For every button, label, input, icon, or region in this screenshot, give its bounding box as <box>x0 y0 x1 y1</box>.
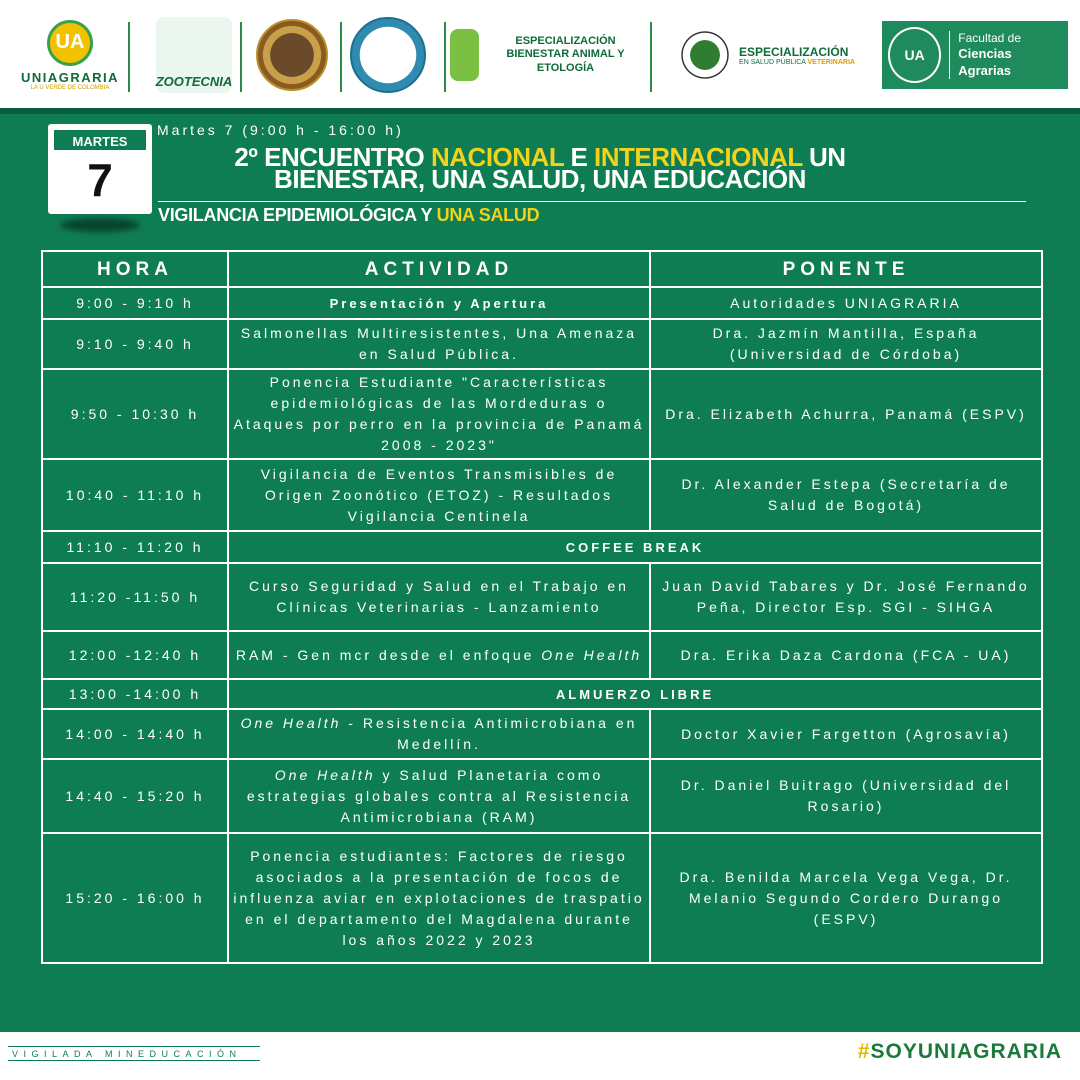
ponente-cell: Dr. Daniel Buitrago (Universidad del Rosario) <box>650 759 1042 833</box>
actividad-cell: Curso Seguridad y Salud en el Trabajo en Clínicas Veterinarias - Lanzamiento <box>228 563 650 631</box>
divider <box>340 22 342 92</box>
actividad-cell: Ponencia estudiantes: Factores de riesgo asociados a la presentación de focos de influenza aviar en explotaciones de traspatio en el departamento del Magdalena durante los años 2022 y 2023 <box>228 833 650 963</box>
table-row <box>42 631 1042 679</box>
hora-cell: 15:20 - 16:00 h <box>42 833 228 963</box>
espec-salud-title: ESPECIALIZACIÓN <box>739 44 849 59</box>
divider <box>128 22 130 92</box>
actividad-text: RAM - Gen mcr desde el enfoque <box>235 646 542 663</box>
table-row <box>42 833 1042 963</box>
animals-icon <box>450 29 479 81</box>
calendar-day: 7 <box>87 154 113 206</box>
uniagraria-tagline: LA U VERDE DE COLOMBIA <box>30 84 110 91</box>
zootecnia-logo <box>154 14 234 96</box>
subtitle-highlight: UNA SALUD <box>436 205 540 225</box>
fca-seal: UA <box>888 27 941 83</box>
subtitle-part: VIGILANCIA EPIDEMIOLÓGICA Y <box>158 205 437 225</box>
table-row <box>42 563 1042 631</box>
actividad-text: y Salud Planetaria como estrategias globales contra al Resistencia Antimicrobiana (RAM) <box>246 766 632 825</box>
calendar-weekday: MARTES <box>52 128 148 152</box>
hora-cell: 11:10 - 11:20 h <box>42 531 228 563</box>
hora-cell: 11:20 -11:50 h <box>42 563 228 631</box>
table-row <box>42 369 1042 459</box>
table-row-break <box>42 531 1042 563</box>
ponente-cell: Juan David Tabares y Dr. José Fernando Peña, Director Esp. SGI - SIHGA <box>650 563 1042 631</box>
ponente-cell: Dra. Erika Daza Cardona (FCA - UA) <box>650 631 1042 679</box>
event-subtitle <box>158 205 539 226</box>
divider <box>650 22 652 92</box>
divider <box>240 22 242 92</box>
title-rule <box>158 201 1026 202</box>
espec-bienestar-logo <box>450 14 644 96</box>
ponente-cell: Dra. Benilda Marcela Vega Vega, Dr. Melanio Segundo Cordero Durango (ESPV) <box>650 833 1042 963</box>
date-line: Martes 7 (9:00 h - 16:00 h) <box>157 122 404 138</box>
ponente-cell: Dr. Alexander Estepa (Secretaría de Salud de Bogotá) <box>650 459 1042 531</box>
almuerzo-cell: ALMUERZO LIBRE <box>228 679 1042 709</box>
header-actividad: ACTIVIDAD <box>228 251 650 287</box>
one-health-text: One Health <box>541 646 643 663</box>
hora-cell: 10:40 - 11:10 h <box>42 459 228 531</box>
hashtag-symbol: # <box>857 1040 871 1063</box>
hora-cell: 12:00 -12:40 h <box>42 631 228 679</box>
event-title <box>160 142 920 194</box>
title-highlight: NACIONAL <box>431 142 564 172</box>
calendar-badge <box>48 124 152 214</box>
actividad-cell <box>228 759 650 833</box>
one-health-text: One Health <box>240 715 342 731</box>
title-highlight: INTERNACIONAL <box>594 142 803 172</box>
vigilada-mineducacion: VIGILADA MINEDUCACIÓN <box>8 1046 260 1061</box>
header-ponente: PONENTE <box>650 251 1042 287</box>
zootecnia-label: ZOOTECNIA <box>155 74 233 89</box>
veterinaria-seal-logo <box>254 14 330 96</box>
actividad-cell: Presentación y Apertura <box>228 287 650 319</box>
actividad-cell <box>228 631 650 679</box>
panel-top-line <box>0 108 1080 114</box>
fca-logo <box>882 14 1068 96</box>
fca-line1: Facultad de <box>958 31 1021 46</box>
uniagraria-name: UNIAGRARIA <box>20 69 120 85</box>
coffee-break-cell: COFFEE BREAK <box>228 531 1042 563</box>
title-line2: BIENESTAR, UNA SALUD, UNA EDUCACIÓN <box>274 164 806 194</box>
ponente-cell: Doctor Xavier Fargetton (Agrosavía) <box>650 709 1042 759</box>
espec-bienestar-label: ESPECIALIZACIÓN BIENESTAR ANIMAL Y ETOLOGÍA <box>506 35 625 74</box>
actividad-cell <box>228 709 650 759</box>
ponente-cell: Autoridades UNIAGRARIA <box>650 287 1042 319</box>
espec-salud-logo <box>664 14 870 96</box>
hora-cell: 9:00 - 9:10 h <box>42 287 228 319</box>
table-row <box>42 287 1042 319</box>
uniagraria-logo <box>18 14 122 96</box>
table-row <box>42 459 1042 531</box>
title-part: E <box>563 142 595 172</box>
hashtag-text: SOYUNIAGRARIA <box>870 1040 1062 1063</box>
hora-cell: 9:10 - 9:40 h <box>42 319 228 369</box>
hora-cell: 14:00 - 14:40 h <box>42 709 228 759</box>
table-row-break <box>42 679 1042 709</box>
actividad-cell: Salmonellas Multiresistentes, Una Amenaza en Salud Pública. <box>228 319 650 369</box>
table-row <box>42 319 1042 369</box>
espec-salud-sub-b: VETERINARIA <box>807 58 855 66</box>
hora-cell: 14:40 - 15:20 h <box>42 759 228 833</box>
hora-cell: 9:50 - 10:30 h <box>42 369 228 459</box>
table-row <box>42 709 1042 759</box>
table-row <box>42 759 1042 833</box>
ponente-cell: Dra. Elizabeth Achurra, Panamá (ESPV) <box>650 369 1042 459</box>
tree-icon <box>679 29 731 81</box>
title-part: 2º ENCUENTRO <box>234 142 431 172</box>
one-health-text: One Health <box>274 766 376 783</box>
actividad-cell: Vigilancia de Eventos Transmisibles de Origen Zoonótico (ETOZ) - Resultados Vigilancia Centinela <box>228 459 650 531</box>
calendar-shadow <box>60 218 140 232</box>
hora-cell: 13:00 -14:00 h <box>42 679 228 709</box>
bienestar-circle-logo <box>348 14 428 96</box>
divider <box>444 22 446 92</box>
schedule-table <box>41 250 1043 964</box>
logos-strip <box>0 0 1080 108</box>
table-header-row <box>42 251 1042 287</box>
title-part: UN <box>802 142 846 172</box>
fca-line2: Ciencias Agrarias <box>958 46 1012 78</box>
hashtag <box>858 1040 1062 1064</box>
actividad-cell: Ponencia Estudiante "Características epidemiológicas de las Mordeduras o Ataques por perro en la provincia de Panamá 2008 - 2023" <box>228 369 650 459</box>
ponente-cell: Dra. Jazmín Mantilla, España (Universidad de Córdoba) <box>650 319 1042 369</box>
espec-salud-sub-a: EN SALUD PÚBLICA <box>739 58 806 66</box>
uniagraria-badge: UA <box>47 20 93 66</box>
header-hora: HORA <box>42 251 228 287</box>
actividad-text: - Resistencia Antimicrobiana en Medellín. <box>341 715 638 752</box>
